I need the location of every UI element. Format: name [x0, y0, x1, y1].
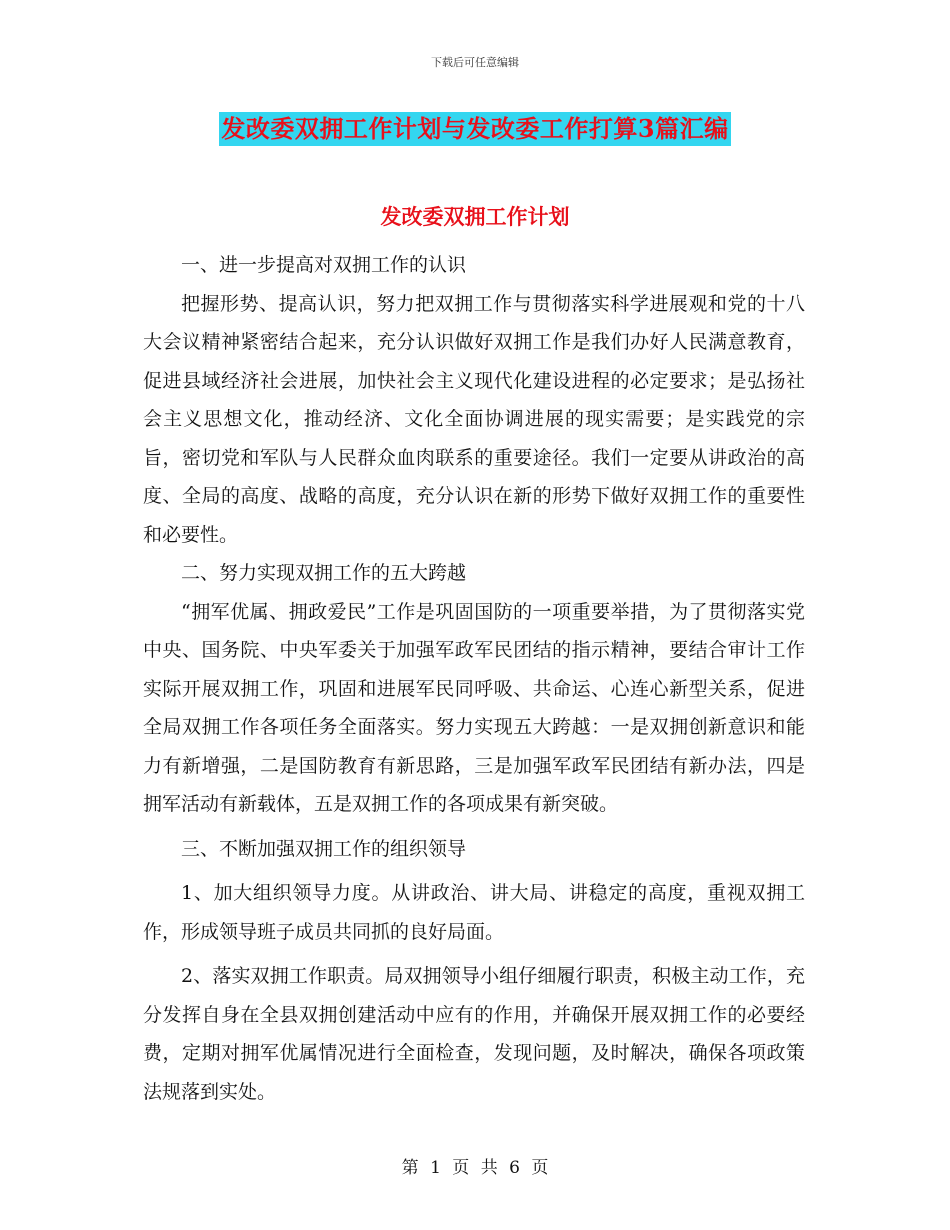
page-number-footer: 第 1 页 共 6 页: [401, 1158, 549, 1178]
paragraph-1: 把握形势、提高认识，努力把双拥工作与贯彻落实科学进展观和党的十八大会议精神紧密结合起来，充分认识做好双拥工作是我们办好人民满意教育，促进县域经济社会进展，加快社会主义现代化建设进程的必定要求；是弘扬社会主义思想文化，推动经济、文化全面协调进展的现实需要；是实践党的宗旨，密切党和军队与人民群众血肉联系的重要途径。我们一定要从讲政治的高度、全局的高度、战略的高度，充分认识在新的形势下做好双拥工作的重要性和必要性。: [143, 292, 805, 546]
heading-3: 三、不断加强双拥工作的组织领导: [181, 837, 467, 860]
document-title-wrap: [0, 112, 950, 146]
section-title: 发改委双拥工作计划: [380, 204, 570, 229]
paragraph-4: 2、落实双拥工作职责。局双拥领导小组仔细履行职责，积极主动工作，充分发挥自身在全县双拥创建活动中应有的作用，并确保开展双拥工作的必要经费，定期对拥军优属情况进行全面检查，发现问题，及时解决，确保各项政策法规落到实处。: [143, 965, 805, 1103]
body-text: [143, 246, 805, 1111]
document-title: 发改委双拥工作计划与发改委工作打算3篇汇编: [219, 112, 730, 146]
header-note: 下载后可任意编辑: [431, 56, 519, 69]
heading-1: 一、进一步提高对双拥工作的认识: [181, 254, 467, 276]
paragraph-2: “拥军优属、拥政爱民”工作是巩固国防的一项重要举措，为了贯彻落实党中央、国务院、中央军委关于加强军政军民团结的指示精神，要结合审计工作实际开展双拥工作，巩固和进展军民同呼吸、共命运、心连心新型关系，促进全局双拥工作各项任务全面落实。努力实现五大跨越：一是双拥创新意识和能力有新增强，二是国防教育有新思路，三是加强军政军民团结有新办法，四是拥军活动有新载体，五是双拥工作的各项成果有新突破。: [143, 600, 805, 815]
paragraph-3: 1、加大组织领导力度。从讲政治、讲大局、讲稳定的高度，重视双拥工作，形成领导班子成员共同抓的良好局面。: [143, 882, 805, 943]
heading-2: 二、努力实现双拥工作的五大跨越: [181, 562, 467, 584]
